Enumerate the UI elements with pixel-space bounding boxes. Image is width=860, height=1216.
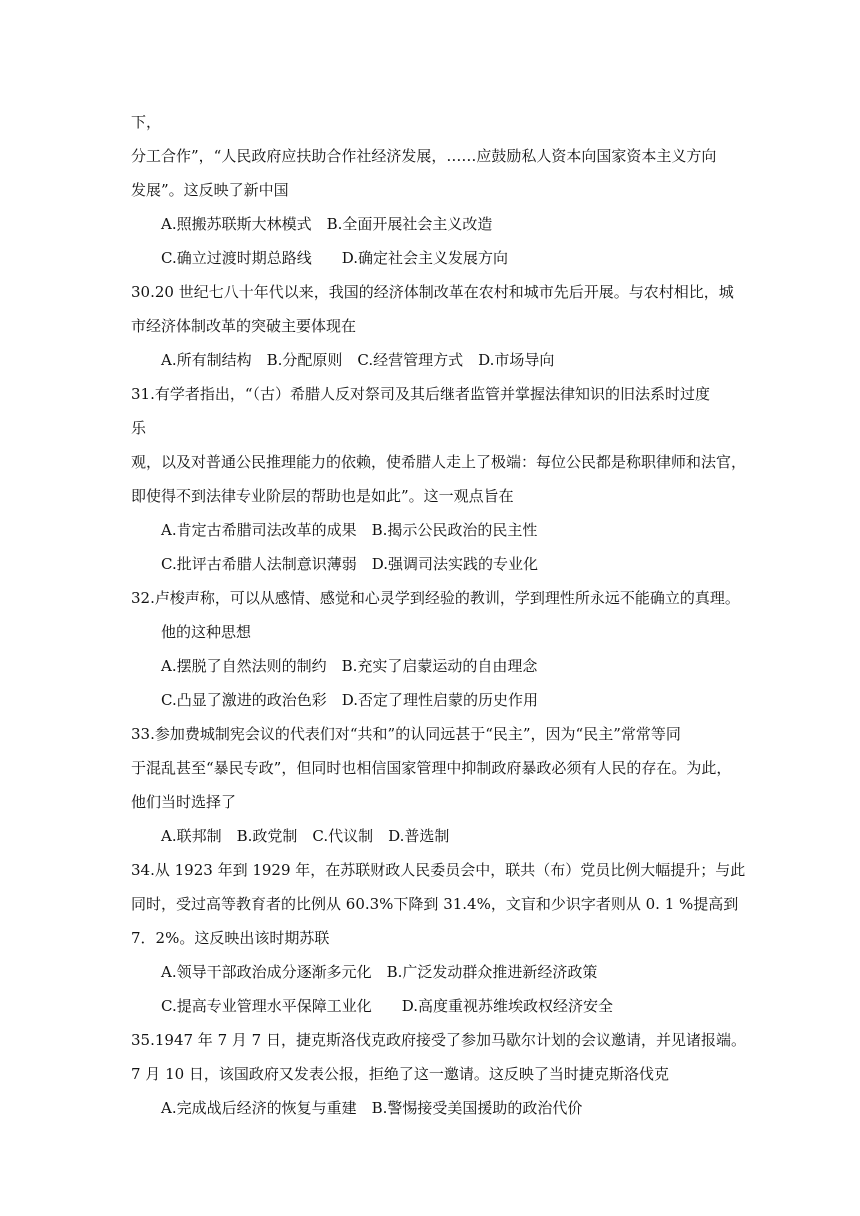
option-line: C.提高专业管理水平保障工业化 D.高度重视苏维埃政权经济安全	[161, 997, 613, 1015]
text-line: 下，	[131, 113, 162, 131]
text-line: 市经济体制改革的突破主要体现在	[131, 317, 357, 335]
question-32: 32.卢梭声称，可以从感情、感觉和心灵学到经验的教训，学到理性所永远不能确立的真理。	[131, 589, 740, 607]
text-line: 分工合作”，“人民政府应扶助合作社经济发展，……应鼓励私人资本向国家资本主义方向	[131, 147, 717, 165]
option-line: C.确立过渡时期总路线 D.确定社会主义发展方向	[161, 249, 508, 267]
option-line: A.摆脱了自然法则的制约 B.充实了启蒙运动的自由理念	[161, 657, 538, 675]
text-line: 7 月 10 日，该国政府又发表公报，拒绝了这一邀请。这反映了当时捷克斯洛伐克	[131, 1065, 669, 1083]
text-line: 于混乱甚至“暴民专政”，但同时也相信国家管理中抑制政府暴政必须有人民的存在。为此，	[131, 759, 732, 777]
question-30: 30.20 世纪七八十年代以来，我国的经济体制改革在农村和城市先后开展。与农村相比，城	[131, 283, 734, 301]
question-31: 31.有学者指出，“（古）希腊人反对祭司及其后继者监管并掌握法律知识的旧法系时过度	[131, 385, 711, 403]
option-line: A.领导干部政治成分逐渐多元化 B.广泛发动群众推进新经济政策	[161, 963, 598, 981]
option-line: C.批评古希腊人法制意识薄弱 D.强调司法实践的专业化	[161, 555, 538, 573]
text-line: 即使得不到法律专业阶层的帮助也是如此”。这一观点旨在	[131, 487, 514, 505]
text-line: 发展”。这反映了新中国	[131, 181, 289, 199]
option-line: A.完成战后经济的恢复与重建 B.警惕接受美国援助的政治代价	[161, 1099, 583, 1117]
text-line: 同时，受过高等教育者的比例从 60.3%下降到 31.4%，文盲和少识字者则从 0. 1 %提高到	[131, 895, 739, 913]
text-line: 7．2%。这反映出该时期苏联	[131, 929, 330, 947]
text-line: 观，以及对普通公民推理能力的依赖，使希腊人走上了极端：每位公民都是称职律师和法官，	[131, 453, 747, 471]
question-35: 35.1947 年 7 月 7 日，捷克斯洛伐克政府接受了参加马歇尔计划的会议邀请，并见诸报端。	[131, 1031, 746, 1049]
question-34: 34.从 1923 年到 1929 年，在苏联财政人民委员会中，联共（布）党员比例大幅提升；与此	[131, 861, 746, 879]
text-line: 他的这种思想	[161, 623, 252, 641]
option-line: A.肯定古希腊司法改革的成果 B.揭示公民政治的民主性	[161, 521, 538, 539]
option-line: C.凸显了激进的政治色彩 D.否定了理性启蒙的历史作用	[161, 691, 538, 709]
option-line: A.所有制结构 B.分配原则 C.经营管理方式 D.市场导向	[161, 351, 555, 369]
option-line: A.联邦制 B.政党制 C.代议制 D.普选制	[161, 827, 450, 845]
text-line: 他们当时选择了	[131, 793, 237, 811]
question-33: 33.参加费城制宪会议的代表们对“共和”的认同远甚于“民主”，因为“民主”常常等同	[131, 725, 681, 743]
option-line: A.照搬苏联斯大林模式 B.全面开展社会主义改造	[161, 215, 493, 233]
text-line: 乐	[131, 419, 147, 437]
